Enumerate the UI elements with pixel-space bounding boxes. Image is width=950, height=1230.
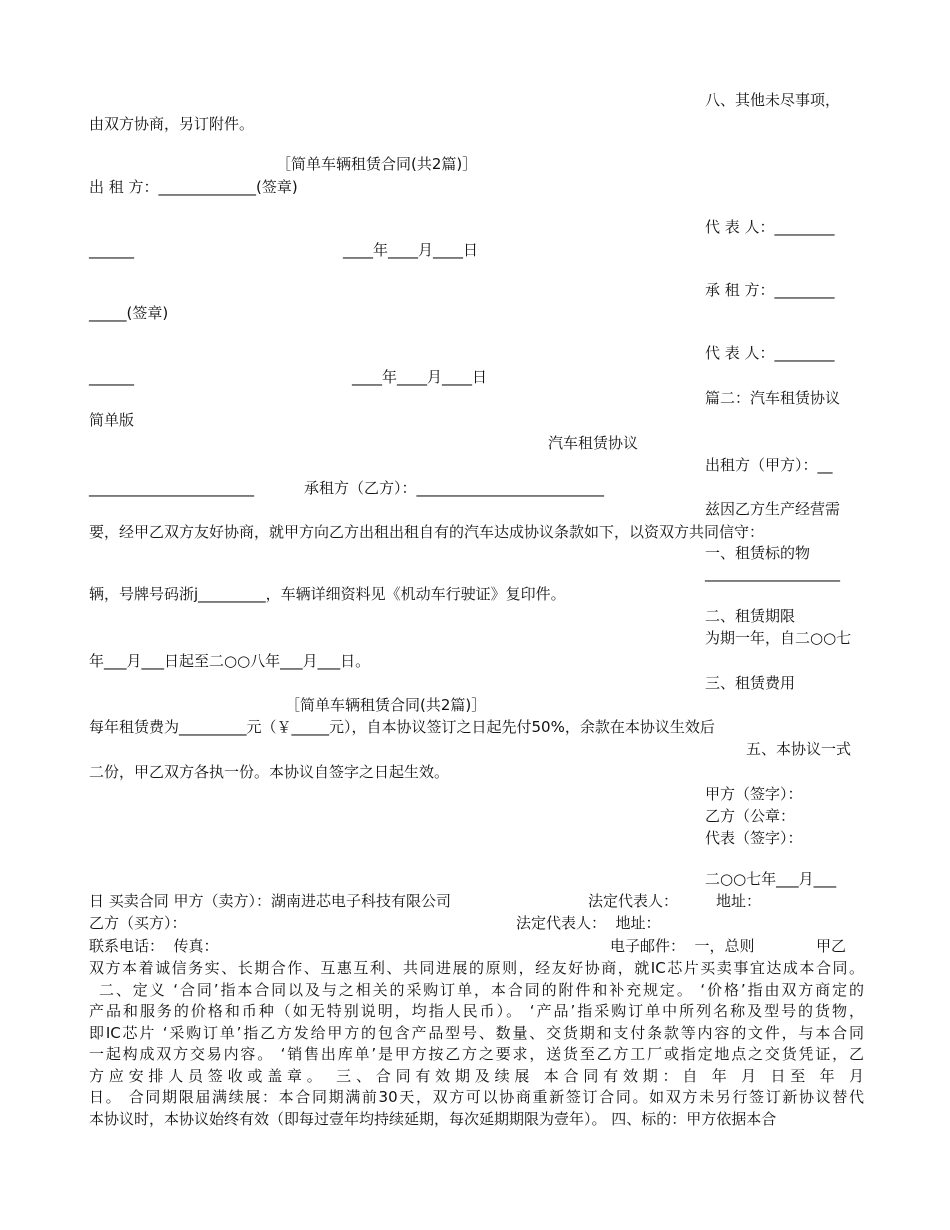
lessee-signature-line: 承 租 方：________ [705, 281, 835, 299]
email-general-provisions: 电子邮件： 一，总则 [610, 937, 755, 955]
body-line: 日。 合同期限届满续展：本合同期满前30天，双方可以协商重新签订合同。如双方未另行签订新协议替代 [89, 1088, 864, 1106]
clause-8-heading: 八、其他未尽事项， [705, 91, 841, 109]
doc-title-banner-2: ［简单车辆租赁合同(共2篇)］ [285, 696, 487, 714]
body-line: 双方本着诚信务实、长期合作、互惠互利、共同进展的原则，经友好协商，就IC芯片买卖事宜达成本合同。 [89, 959, 864, 977]
body-line: 即IC芯片 ‘采购订单’指乙方发给甲方的包含产品型号、数量、交货期和支付条款等内容的文件，与本合同 [89, 1023, 864, 1042]
clause-5-text: 二份，甲乙双方各执一份。本协议自签字之日起生效。 [89, 763, 450, 781]
clause-1-text: 辆，号牌号码浙j_________，车辆详细资料见《机动车行驶证》复印件。 [89, 585, 566, 603]
clause-2-text: 年___月___日起至二○○八年___月___日。 [89, 652, 371, 670]
lessor-party-a: 出租方（甲方）：__ [705, 456, 833, 474]
clause-2-text-start: 为期一年，自二○○七 [705, 629, 852, 647]
clause-1-blank: __________________ [705, 564, 840, 582]
preamble-text: 要，经甲乙双方友好协商，就甲方向乙方出租出租自有的汽车达成协议条款如下，以资双方共同信守： [89, 523, 765, 541]
clause-3-text: 每年租赁费为_________元（￥_____元），自本协议签订之日起先付50%，余款在本协议生效后 [89, 718, 715, 736]
agreement-title: 汽车租赁协议 [548, 434, 639, 452]
body-line: 二、定义 ‘合同’指本合同以及与之相关的采购订单，本合同的附件和补充规定。 ‘价格’指由双方商定的 [99, 980, 864, 999]
seller-legal-rep: 法定代表人： [588, 892, 679, 910]
body-line: 本协议时，本协议始终有效（即每过壹年均持续延期，每次延期期限为壹年）。 四、标的：甲方依据本合 [89, 1109, 777, 1128]
preamble-start: 兹因乙方生产经营需 [705, 500, 841, 518]
clause-3-heading: 三、租赁费用 [705, 674, 796, 692]
simple-version-label: 简单版 [89, 411, 135, 429]
clause-2-heading: 二、租赁期限 [705, 607, 796, 625]
doc-title-banner: ［简单车辆租赁合同(共2篇)］ [276, 155, 478, 173]
body-line: 方应安排人员签收或盖章。 三、合同有效期及续展 本合同有效期：自 年 月 日至 年 月 [89, 1066, 864, 1085]
lessee-date-line: ____年____月____日 [352, 368, 488, 386]
lessor-signature-line: 出 租 方：_____________(签章) [89, 178, 298, 196]
sales-contract-seller: 日 买卖合同 甲方（卖方）：湖南进芯电子科技有限公司 [89, 892, 452, 910]
contact-phone-fax: 联系电话： 传真： [89, 937, 219, 955]
lessee-representative-blank: ______ [89, 368, 134, 386]
sales-contract-body [89, 958, 864, 1130]
signing-date: 二○○七年___月___ [705, 870, 837, 888]
part-two-heading: 篇二：汽车租赁协议 [705, 389, 841, 407]
lessor-party-a-blank: ______________________ [89, 479, 254, 497]
party-b-seal: 乙方（公章： [705, 807, 796, 825]
clause-5-heading: 五、本协议一式 [746, 740, 852, 758]
clause-1-heading: 一、租赁标的物 [705, 544, 811, 562]
buyer-label: 乙方（买方）： [89, 914, 187, 932]
seller-address: 地址： [716, 892, 762, 910]
lessee-seal-line: _____(签章) [89, 304, 169, 322]
lessor-date-line: ____年____月____日 [343, 241, 479, 259]
buyer-legal-rep-address: 法定代表人： 地址： [516, 914, 661, 932]
lessor-representative: 代 表 人：________ [705, 218, 835, 236]
clause-8-text: 由双方协商，另订附件。 [89, 115, 255, 133]
representative-signature: 代表（签字）： [705, 829, 803, 847]
party-ab-start: 甲乙 [816, 937, 847, 955]
lessor-representative-blank: ______ [89, 241, 134, 259]
body-line: 产品和服务的价格和币种（如无特别说明，均指人民币）。 ‘产品’指采购订单中所列名称及型号的货物， [89, 1002, 864, 1020]
lessee-party-b: 承租方（乙方）：_________________________ [304, 479, 605, 497]
party-a-signature: 甲方（签字）： [705, 785, 803, 803]
body-line: 一起构成双方交易内容。 ‘销售出库单’是甲方按乙方之要求，送货至乙方工厂或指定地点之交货凭证，乙 [89, 1045, 864, 1063]
lessee-representative: 代 表 人：________ [705, 344, 835, 362]
